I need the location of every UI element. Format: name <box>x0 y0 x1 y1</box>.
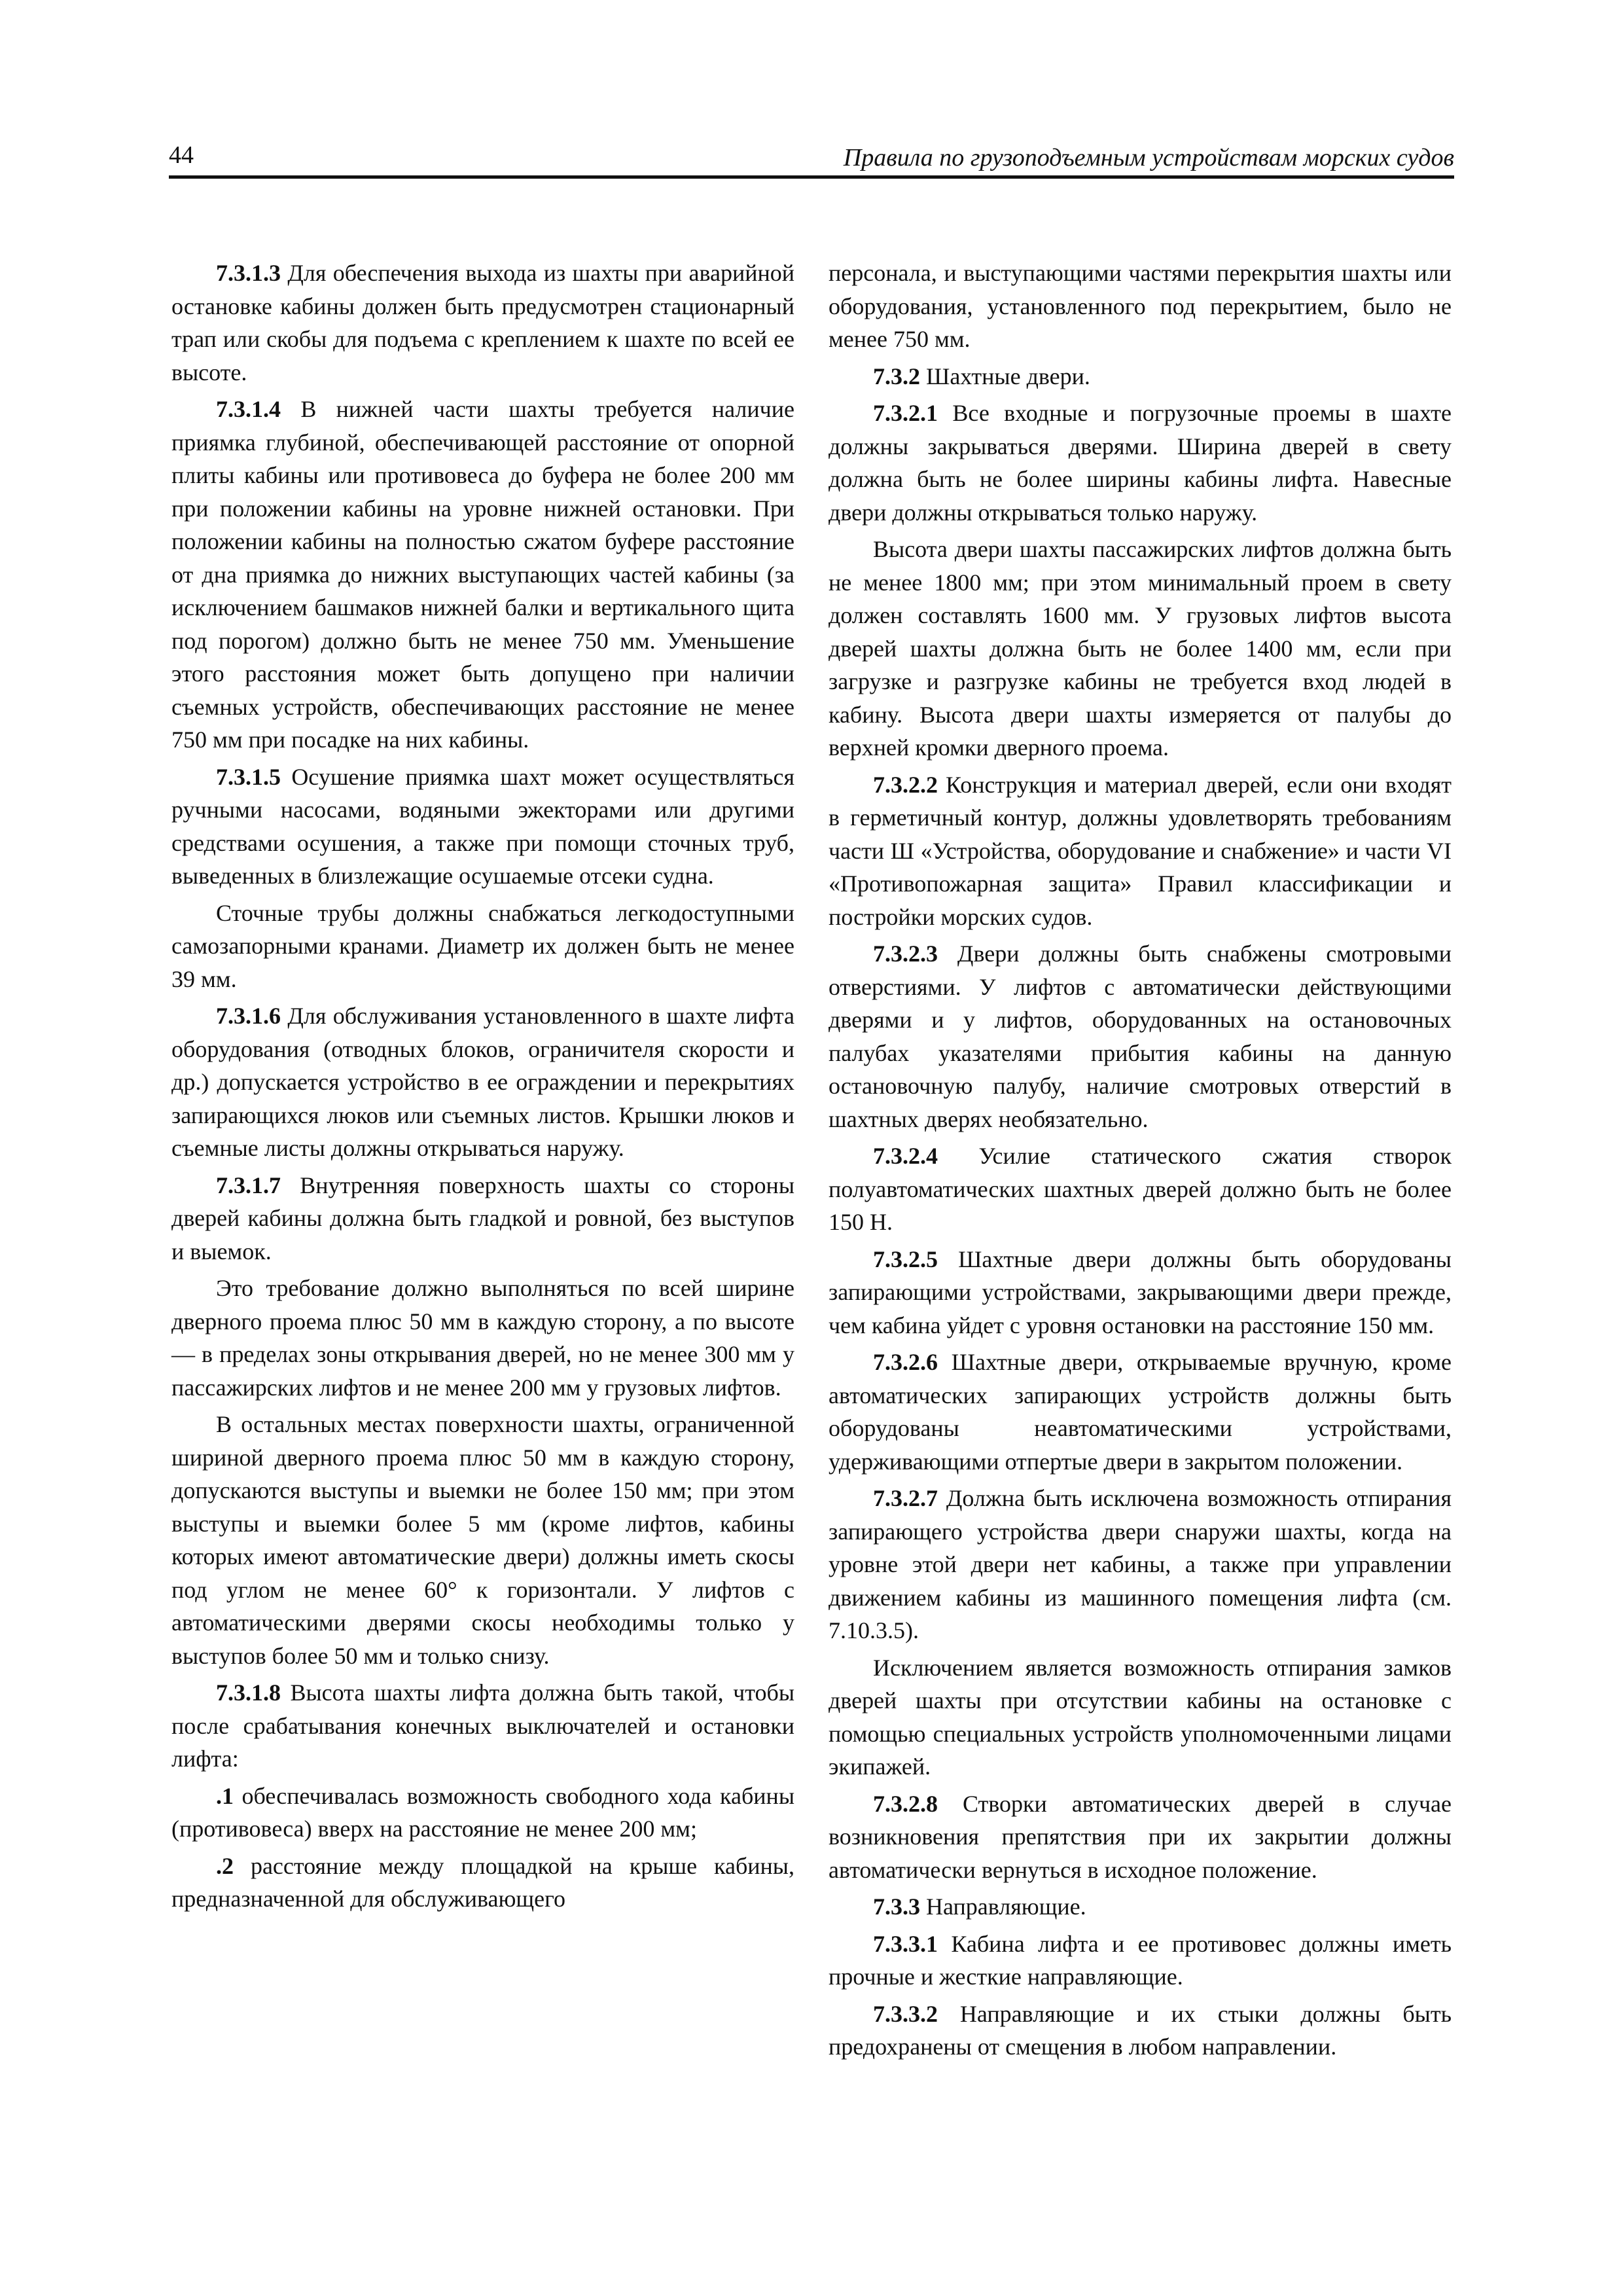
section-number: .2 <box>216 1852 234 1879</box>
section-number: 7.3.1.7 <box>216 1172 281 1198</box>
section-number: 7.3.2.2 <box>873 771 938 798</box>
paragraph <box>171 1169 794 1268</box>
section-number: 7.3.3.2 <box>873 2000 938 2027</box>
paragraph-text: персонала, и выступающими частями перекрытия шахты или оборудования, установленного под перекрытием, было не менее 750 мм. <box>829 260 1452 352</box>
paragraph <box>171 393 794 757</box>
paragraph <box>171 1676 794 1776</box>
section-number: 7.3.3 <box>873 1893 920 1920</box>
section-number: 7.3.1.5 <box>216 763 281 790</box>
paragraph <box>171 999 794 1165</box>
paragraph <box>171 1780 794 1846</box>
section-number: 7.3.2.3 <box>873 941 938 967</box>
paragraph <box>829 1346 1452 1478</box>
paragraph-text: Шахтные двери, открываемые вручную, кроме автоматических запирающих устройств должны быть оборудованы неавтоматическими устройствами, удерживающими отпертые двери в закрытом положении. <box>829 1349 1452 1475</box>
paragraph <box>829 1651 1452 1784</box>
paragraph-text: Направляющие. <box>926 1893 1086 1920</box>
paragraph-text: Для обслуживания установленного в шахте лифта оборудования (отводных блоков, ограничителя скорости и др.) допускается устройство в ее ограждении и перекрытиях запирающихся люков или съемных листов. Крышки люков и съемные листы должны открываться наружу. <box>171 1003 795 1161</box>
paragraph <box>171 1408 794 1672</box>
paragraph <box>829 937 1452 1136</box>
paragraph <box>171 257 794 389</box>
paragraph-text: Направляющие и их стыки должны быть предохранены от смещения в любом направлении. <box>829 2000 1452 2060</box>
paragraph-text: В нижней части шахты требуется наличие приямка глубиной, обеспечивающей расстояние от опорной плиты кабины или противовеса до буфера не более 200 мм при положении кабины на уровне нижней остановки. При положении кабины на полностью сжатом буфере расстояние от дна приямка до нижних выступающих частей кабины (за исключением башмаков нижней балки и вертикального щита под порогом) должно быть не менее 750 мм. Уменьшение этого расстояния может быть допущено при наличии съемных устройств, обеспечивающих расстояние не менее 750 мм при посадке на них кабины. <box>171 396 794 753</box>
paragraph-text: Створки автоматических дверей в случае возникновения препятствия при их закрытии должны автоматически вернуться в исходное положение. <box>829 1790 1452 1883</box>
header-rule <box>169 175 1454 179</box>
paragraph <box>829 1928 1452 1994</box>
section-number: 7.3.1.8 <box>216 1679 281 1706</box>
running-title: Правила по грузоподъемным устройствам морских судов <box>843 144 1454 171</box>
paragraph-text: Кабина лифта и ее противовес должны иметь прочные и жесткие направляющие. <box>829 1930 1452 1990</box>
paragraph-text: Исключением является возможность отпирания замков дверей шахты при отсутствии кабины на остановке с помощью специальных устройств уполномоченными лицами экипажей. <box>829 1654 1452 1780</box>
section-number: 7.3.2.1 <box>873 400 938 426</box>
paragraph <box>829 1998 1452 2064</box>
paragraph <box>829 1243 1452 1342</box>
paragraph <box>829 1890 1452 1924</box>
paragraph-text: Шахтные двери должны быть оборудованы запирающими устройствами, закрывающими двери прежде, чем кабина уйдет с уровня остановки на расстояние 150 мм. <box>829 1246 1452 1338</box>
paragraph-text: Высота шахты лифта должна быть такой, чтобы после срабатывания конечных выключателей и остановки лифта: <box>171 1679 795 1772</box>
section-number: 7.3.1.4 <box>216 396 281 422</box>
section-number: 7.3.1.6 <box>216 1003 281 1029</box>
paragraph-text: Все входные и погрузочные проемы в шахте должны закрываться дверями. Ширина дверей в свету должна быть не более ширины кабины лифта. Навесные двери должны открываться только наружу. <box>829 400 1452 526</box>
paragraph <box>829 257 1452 356</box>
section-number: 7.3.2 <box>873 363 920 389</box>
paragraph-text: Должна быть исключена возможность отпирания запирающего устройства двери снаружи шахты, когда на уровне этой двери нет кабины, а также при управлении движением кабины из машинного помещения лифта (см. 7.10.3.5). <box>829 1485 1452 1643</box>
section-number: 7.3.2.7 <box>873 1485 938 1511</box>
section-number: .1 <box>216 1782 234 1809</box>
paragraph-text: Высота двери шахты пассажирских лифтов должна быть не менее 1800 мм; при этом минимальный проем в свету должен составлять 1600 мм. У грузовых лифтов высота дверей шахты должна быть не более 1400 мм, если при загрузке и разгрузке кабины не требуется вход людей в кабину. Высота двери шахты измеряется от палубы до верхней кромки дверного проема. <box>829 536 1452 761</box>
paragraph <box>829 1139 1452 1239</box>
section-number: 7.3.2.6 <box>873 1349 938 1375</box>
right-column <box>829 257 1452 2068</box>
section-number: 7.3.2.8 <box>873 1790 938 1817</box>
paragraph <box>171 897 794 996</box>
paragraph-text: В остальных местах поверхности шахты, ограниченной шириной дверного проема плюс 50 мм в каждую сторону, допускаются выступы и выемки не более 150 мм; при этом выступы и выемки более 5 мм (кроме лифтов, кабины которых имеют автоматические двери) должны иметь скосы под углом не менее 60° к горизонтали. У лифтов с автоматическими дверями скосы необходимы только у выступов более 50 мм и только снизу. <box>171 1411 794 1669</box>
paragraph <box>171 1850 794 1916</box>
paragraph <box>171 1272 794 1404</box>
paragraph-text: Для обеспечения выхода из шахты при аварийной остановке кабины должен быть предусмотрен стационарный трап или скобы для подъема с креплением к шахте по всей ее высоте. <box>171 260 795 386</box>
paragraph <box>829 533 1452 764</box>
section-number: 7.3.2.5 <box>873 1246 938 1272</box>
page-number: 44 <box>169 141 194 169</box>
paragraph-text: Усилие статического сжатия створок полуавтоматических шахтных дверей должно быть не более 150 Н. <box>829 1143 1452 1235</box>
paragraph-text: Внутренняя поверхность шахты со стороны дверей кабины должна быть гладкой и ровной, без выступов и выемок. <box>171 1172 795 1265</box>
section-number: 7.3.1.3 <box>216 260 281 286</box>
paragraph-text: Это требование должно выполняться по всей ширине дверного проема плюс 50 мм в каждую сторону, а по высоте — в пределах зоны открывания дверей, но не менее 300 мм у пассажирских лифтов и не менее 200 мм у грузовых лифтов. <box>171 1275 794 1401</box>
paragraph-text: Шахтные двери. <box>926 363 1090 389</box>
paragraph <box>829 360 1452 393</box>
section-number: 7.3.3.1 <box>873 1930 938 1957</box>
paragraph <box>171 761 794 893</box>
section-number: 7.3.2.4 <box>873 1143 938 1169</box>
paragraph-text: Сточные трубы должны снабжаться легкодоступными самозапорными кранами. Диаметр их должен быть не менее 39 мм. <box>171 899 794 992</box>
paragraph-text: обеспечивалась возможность свободного хода кабины (противовеса) вверх на расстояние не менее 200 мм; <box>171 1782 795 1842</box>
paragraph-text: расстояние между площадкой на крыше кабины, предназначенной для обслуживающего <box>171 1852 794 1912</box>
paragraph-text: Конструкция и материал дверей, если они входят в герметичный контур, должны удовлетворять требованиям части Ш «Устройства, оборудование и снабжение» и части VI «Противопожарная защита» Правил классификации и постройки морских судов. <box>829 771 1452 930</box>
paragraph <box>829 1482 1452 1647</box>
paragraph <box>829 1787 1452 1887</box>
paragraph <box>829 768 1452 934</box>
paragraph-text: Осушение приямка шахт может осуществляться ручными насосами, водяными эжекторами или другими средствами осушения, а также при помощи сточных труб, выведенных в близлежащие осушаемые отсеки судна. <box>171 763 795 889</box>
left-column <box>171 257 794 1920</box>
paragraph-text: Двери должны быть снабжены смотровыми отверстиями. У лифтов с автоматически действующими дверями и у лифтов, оборудованных на остановочных палубах указателями прибытия кабины на данную остановочную палубу, наличие смотровых отверстий в шахтных дверях необязательно. <box>829 941 1452 1132</box>
paragraph <box>829 397 1452 529</box>
